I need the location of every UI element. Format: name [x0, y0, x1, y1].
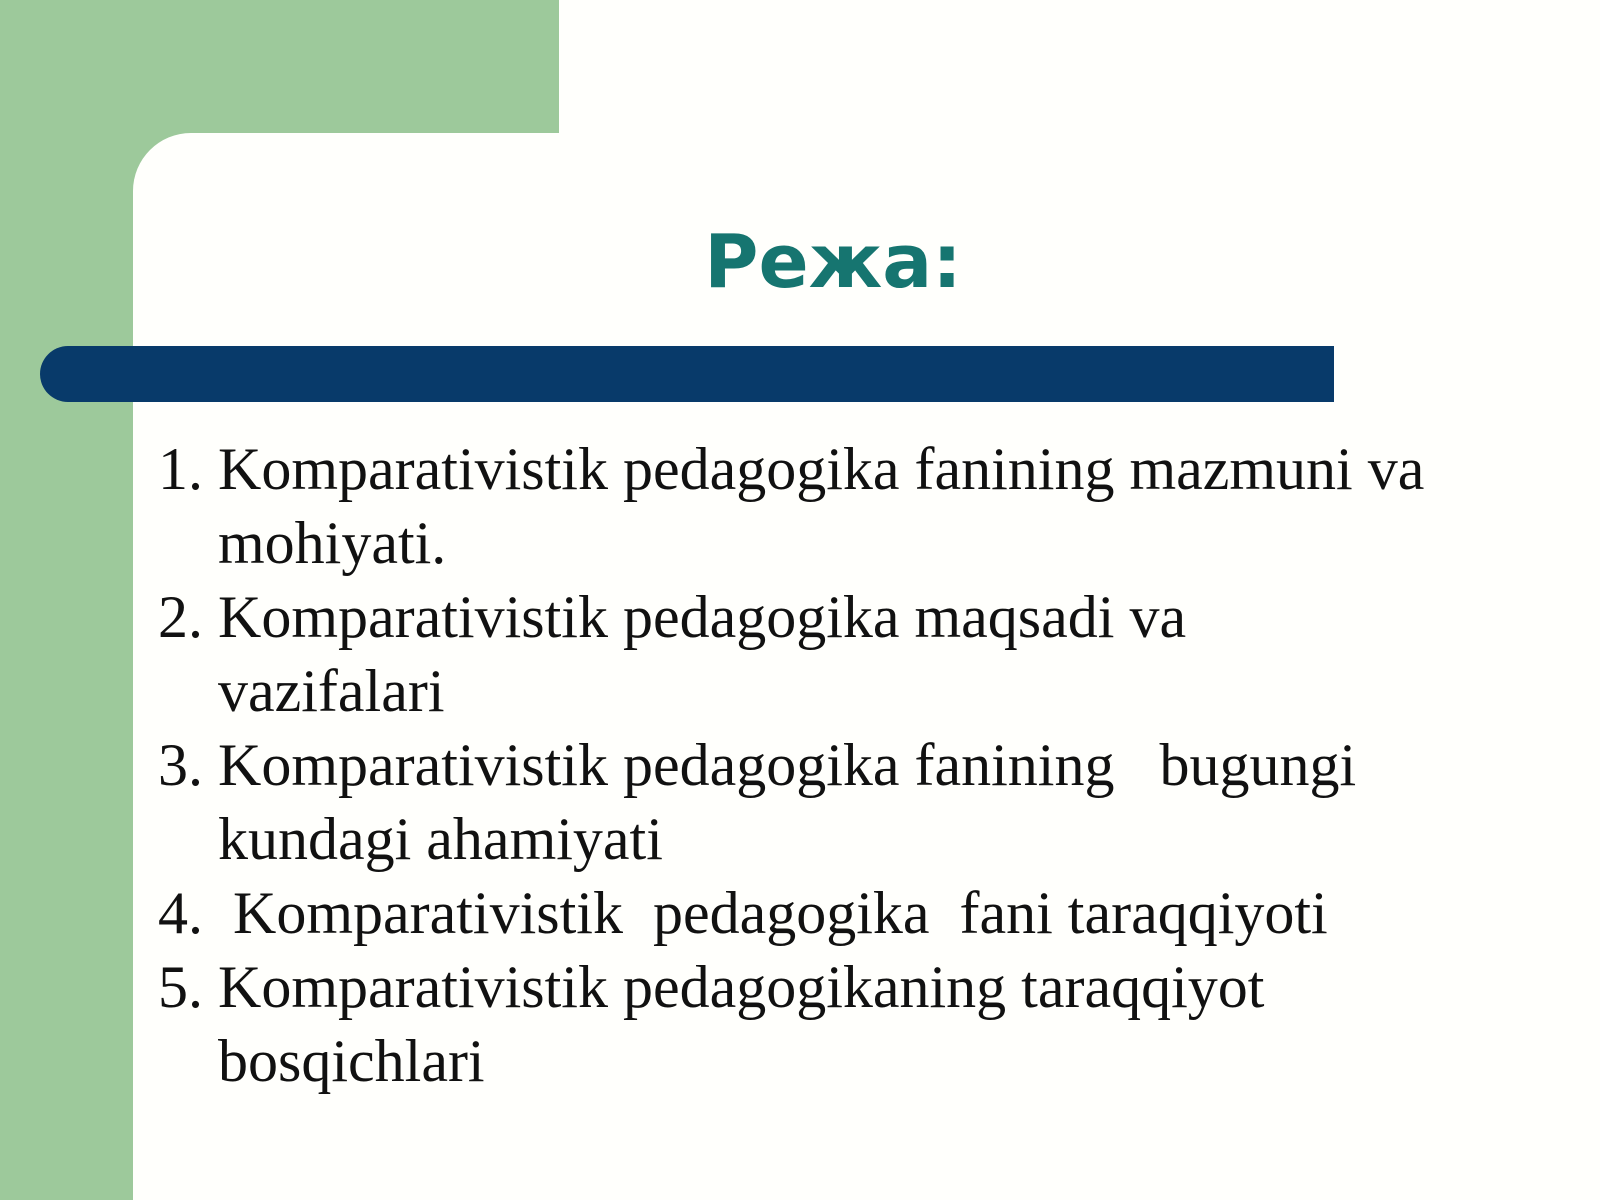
list-item: [158, 432, 1478, 580]
item-text-line1: Komparativistik pedagogika maqsadi va: [218, 584, 1187, 650]
list-item: [158, 876, 1478, 950]
list-item: [158, 950, 1478, 1098]
list-item: [158, 728, 1478, 876]
item-text-line2: kundagi ahamiyati: [218, 806, 663, 872]
title-divider-bar: [40, 346, 1334, 402]
item-number: 4.: [158, 880, 203, 946]
item-text-line1: Komparativistik pedagogika fanining bugungi: [218, 732, 1357, 798]
item-text-line1: Komparativistik pedagogikaning taraqqiyot: [218, 954, 1265, 1020]
item-text-line2: mohiyati.: [218, 510, 447, 576]
item-number: 1.: [158, 436, 203, 502]
item-number: 2.: [158, 584, 203, 650]
agenda-list: [158, 432, 1478, 1098]
item-number: 3.: [158, 732, 203, 798]
item-text-line2: vazifalari: [218, 658, 445, 724]
slide-title: Режа:: [704, 219, 962, 305]
item-number: 5.: [158, 954, 203, 1020]
item-text-line2: bosqichlari: [218, 1028, 485, 1094]
item-text-line1: Komparativistik pedagogika fanining mazmuni va: [218, 436, 1425, 502]
item-text-line1: Komparativistik pedagogika fani taraqqiyoti: [218, 880, 1328, 946]
list-item: [158, 580, 1478, 728]
